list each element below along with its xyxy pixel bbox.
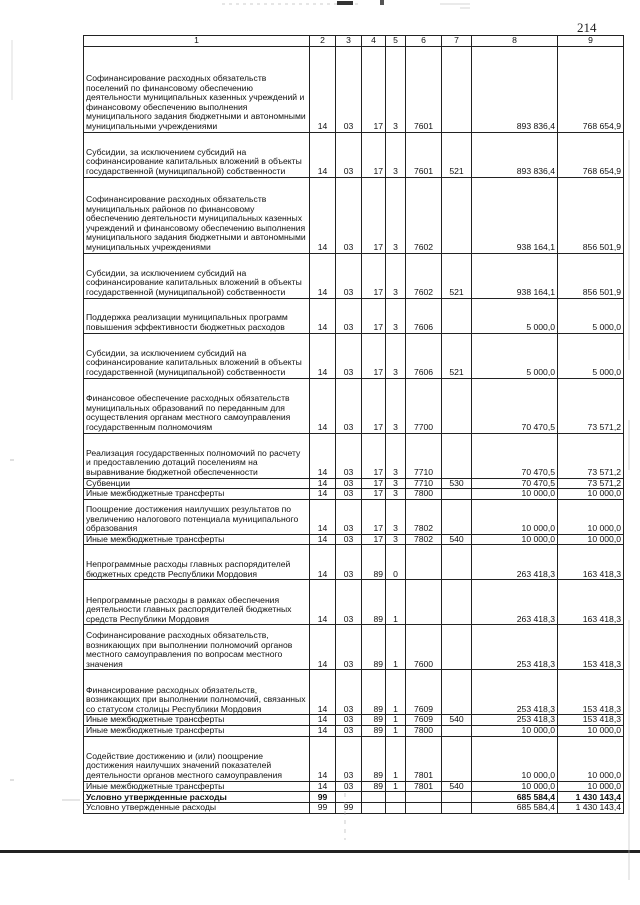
cell-c4: 89 [362,580,386,625]
cell-c2: 14 [310,670,336,715]
cell-c3: 03 [336,378,362,433]
cell-c2: 99 [310,803,336,814]
cell-c8: 10 000,0 [472,781,558,792]
cell-c9: 163 418,3 [558,545,624,580]
col-header-8: 8 [472,36,558,47]
cell-c5: 0 [386,545,406,580]
cell-c3: 03 [336,625,362,670]
cell-c4: 17 [362,46,386,132]
cell-c7: 540 [442,715,472,726]
cell-c4: 89 [362,625,386,670]
col-header-9: 9 [558,36,624,47]
cell-c2: 14 [310,478,336,489]
cell-c9: 73 571,2 [558,378,624,433]
cell-c5: 3 [386,534,406,545]
cell-c4: 89 [362,715,386,726]
cell-c6: 7802 [406,499,442,534]
cell-c9: 1 430 143,4 [558,803,624,814]
cell-c8: 893 836,4 [472,46,558,132]
row-name: Иные межбюджетные трансферты [84,715,310,726]
cell-c8: 10 000,0 [472,499,558,534]
cell-c3: 03 [336,489,362,500]
cell-c2: 14 [310,625,336,670]
cell-c9: 768 654,9 [558,132,624,177]
cell-c4: 17 [362,478,386,489]
cell-c3: 03 [336,333,362,378]
row-name: Софинансирование расходных обязательств поселений по финансовому обеспечению деятельности муниципальных казенных учреждений и финансовому обеспечению выполнения муниципального задания бюджетными и автономными муниципальными учреждениями [84,46,310,132]
cell-c5: 3 [386,489,406,500]
cell-c5: 3 [386,253,406,298]
cell-c4: 17 [362,177,386,253]
row-name: Субвенции [84,478,310,489]
cell-c9: 153 418,3 [558,715,624,726]
cell-c5: 1 [386,670,406,715]
cell-c2: 14 [310,177,336,253]
cell-c6: 7800 [406,725,442,736]
cell-c2: 99 [310,792,336,803]
cell-c2: 14 [310,298,336,333]
row-name: Непрограммные расходы главных распорядителей бюджетных средств Республики Мордовия [84,545,310,580]
cell-c2: 14 [310,580,336,625]
cell-c7: 521 [442,132,472,177]
cell-c3: 03 [336,132,362,177]
row-name: Иные межбюджетные трансферты [84,534,310,545]
cell-c4: 17 [362,132,386,177]
cell-c8: 263 418,3 [472,580,558,625]
cell-c8: 70 470,5 [472,378,558,433]
row-name: Поощрение достижения наилучших результатов по увеличению налогового потенциала муниципального образования [84,499,310,534]
cell-c5: 1 [386,781,406,792]
row-name: Софинансирование расходных обязательств, возникающих при выполнении полномочий органов местного самоуправления по вопросам местного значения [84,625,310,670]
cell-c4: 17 [362,378,386,433]
col-header-1: 1 [84,36,310,47]
cell-c6: 7600 [406,625,442,670]
cell-c5: 1 [386,625,406,670]
cell-c2: 14 [310,725,336,736]
cell-c4: 17 [362,499,386,534]
cell-c9: 153 418,3 [558,670,624,715]
cell-c6: 7801 [406,736,442,781]
cell-c2: 14 [310,781,336,792]
row-name: Непрограммные расходы в рамках обеспечения деятельности главных распорядителей бюджетных средств Республики Мордовия [84,580,310,625]
cell-c3: 03 [336,177,362,253]
cell-c6: 7602 [406,177,442,253]
cell-c8: 10 000,0 [472,725,558,736]
cell-c8: 10 000,0 [472,736,558,781]
cell-c7: 530 [442,478,472,489]
cell-c9: 10 000,0 [558,725,624,736]
cell-c4: 89 [362,670,386,715]
row-name: Финансирование расходных обязательств, возникающих при выполнении полномочий, связанных со статусом столицы Республики Мордовия [84,670,310,715]
cell-c7: 540 [442,781,472,792]
cell-c3: 99 [336,803,362,814]
cell-c2: 14 [310,534,336,545]
cell-c9: 768 654,9 [558,46,624,132]
cell-c8: 5 000,0 [472,333,558,378]
col-header-2: 2 [310,36,336,47]
cell-c9: 73 571,2 [558,478,624,489]
cell-c2: 14 [310,46,336,132]
row-name: Реализация государственных полномочий по расчету и предоставлению дотаций поселениям на выравнивание бюджетной обеспеченности [84,433,310,478]
cell-c6: 7609 [406,715,442,726]
cell-c3: 03 [336,580,362,625]
cell-c4: 89 [362,736,386,781]
cell-c3: 03 [336,736,362,781]
col-header-5: 5 [386,36,406,47]
cell-c9: 73 571,2 [558,433,624,478]
row-name: Софинансирование расходных обязательств муниципальных районов по финансовому обеспечению деятельности муниципальных казенных учреждений и финансовому обеспечению выполнения муниципального задания бюджетными и автономными муниципальных учреждениями [84,177,310,253]
cell-c6: 7710 [406,433,442,478]
row-name: Субсидии, за исключением субсидий на софинансирование капитальных вложений в объекты государственной (муниципальной) собственности [84,253,310,298]
cell-c4: 89 [362,781,386,792]
cell-c9: 5 000,0 [558,333,624,378]
cell-c3: 03 [336,545,362,580]
cell-c5: 3 [386,46,406,132]
cell-c4: 17 [362,298,386,333]
cell-c3: 03 [336,46,362,132]
cell-c2: 14 [310,715,336,726]
cell-c5: 1 [386,580,406,625]
cell-c5: 3 [386,433,406,478]
row-name: Условно утвержденные расходы [84,803,310,814]
cell-c9: 10 000,0 [558,736,624,781]
cell-c5: 3 [386,177,406,253]
cell-c8: 685 584,4 [472,792,558,803]
cell-c9: 153 418,3 [558,625,624,670]
cell-c6: 7800 [406,489,442,500]
cell-c8: 10 000,0 [472,489,558,500]
cell-c2: 14 [310,132,336,177]
cell-c3: 03 [336,781,362,792]
cell-c8: 938 164,1 [472,177,558,253]
row-name: Иные межбюджетные трансферты [84,489,310,500]
cell-c3: 03 [336,478,362,489]
cell-c9: 163 418,3 [558,580,624,625]
cell-c8: 893 836,4 [472,132,558,177]
cell-c6: 7710 [406,478,442,489]
cell-c3: 03 [336,715,362,726]
row-name: Содействие достижению и (или) поощрение достижения наилучших значений показателей деятельности органов местного самоуправления [84,736,310,781]
cell-c8: 253 418,3 [472,715,558,726]
cell-c6: 7606 [406,298,442,333]
cell-c4: 89 [362,725,386,736]
cell-c2: 14 [310,489,336,500]
cell-c6: 7609 [406,670,442,715]
cell-c8: 685 584,4 [472,803,558,814]
cell-c9: 10 000,0 [558,534,624,545]
cell-c4: 17 [362,333,386,378]
cell-c2: 14 [310,545,336,580]
col-header-7: 7 [442,36,472,47]
cell-c6: 7801 [406,781,442,792]
row-name: Субсидии, за исключением субсидий на софинансирование капитальных вложений в объекты государственной (муниципальной) собственности [84,333,310,378]
cell-c9: 5 000,0 [558,298,624,333]
cell-c2: 14 [310,433,336,478]
row-name: Иные межбюджетные трансферты [84,725,310,736]
cell-c7: 521 [442,333,472,378]
cell-c5: 3 [386,132,406,177]
cell-c5: 1 [386,725,406,736]
col-header-3: 3 [336,36,362,47]
cell-c4: 89 [362,545,386,580]
cell-c3: 03 [336,499,362,534]
col-header-4: 4 [362,36,386,47]
cell-c6: 7602 [406,253,442,298]
cell-c5: 1 [386,715,406,726]
cell-c8: 263 418,3 [472,545,558,580]
cell-c3: 03 [336,670,362,715]
cell-c3: 03 [336,253,362,298]
cell-c4: 17 [362,489,386,500]
cell-c5: 3 [386,333,406,378]
cell-c6: 7601 [406,46,442,132]
cell-c9: 1 430 143,4 [558,792,624,803]
page-number: 214 [577,20,597,35]
cell-c3: 03 [336,433,362,478]
cell-c3: 03 [336,534,362,545]
cell-c5: 1 [386,736,406,781]
cell-c6: 7601 [406,132,442,177]
cell-c5: 3 [386,378,406,433]
cell-c4: 17 [362,253,386,298]
cell-c9: 856 501,9 [558,177,624,253]
cell-c7: 540 [442,534,472,545]
cell-c7: 521 [442,253,472,298]
cell-c2: 14 [310,736,336,781]
cell-c3: 03 [336,725,362,736]
cell-c2: 14 [310,253,336,298]
row-name: Субсидии, за исключением субсидий на софинансирование капитальных вложений в объекты государственной (муниципальной) собственности [84,132,310,177]
cell-c5: 3 [386,298,406,333]
cell-c8: 253 418,3 [472,670,558,715]
cell-c5: 3 [386,499,406,534]
row-name: Финансовое обеспечение расходных обязательств муниципальных образований по переданным для осуществления органам местного самоуправления государственным полномочиям [84,378,310,433]
cell-c6: 7606 [406,333,442,378]
cell-c6: 7700 [406,378,442,433]
cell-c3: 03 [336,298,362,333]
cell-c8: 70 470,5 [472,478,558,489]
cell-c8: 938 164,1 [472,253,558,298]
cell-c8: 10 000,0 [472,534,558,545]
cell-c5: 3 [386,478,406,489]
cell-c9: 10 000,0 [558,499,624,534]
cell-c4: 17 [362,534,386,545]
cell-c4: 17 [362,433,386,478]
cell-c8: 5 000,0 [472,298,558,333]
cell-c9: 10 000,0 [558,781,624,792]
cell-c6: 7802 [406,534,442,545]
cell-c8: 70 470,5 [472,433,558,478]
col-header-6: 6 [406,36,442,47]
row-name: Иные межбюджетные трансферты [84,781,310,792]
cell-c9: 10 000,0 [558,489,624,500]
cell-c8: 253 418,3 [472,625,558,670]
row-name: Условно утвержденные расходы [84,792,310,803]
cell-c2: 14 [310,333,336,378]
cell-c9: 856 501,9 [558,253,624,298]
cell-c2: 14 [310,378,336,433]
cell-c2: 14 [310,499,336,534]
row-name: Поддержка реализации муниципальных программ повышения эффективности бюджетных расходов [84,298,310,333]
